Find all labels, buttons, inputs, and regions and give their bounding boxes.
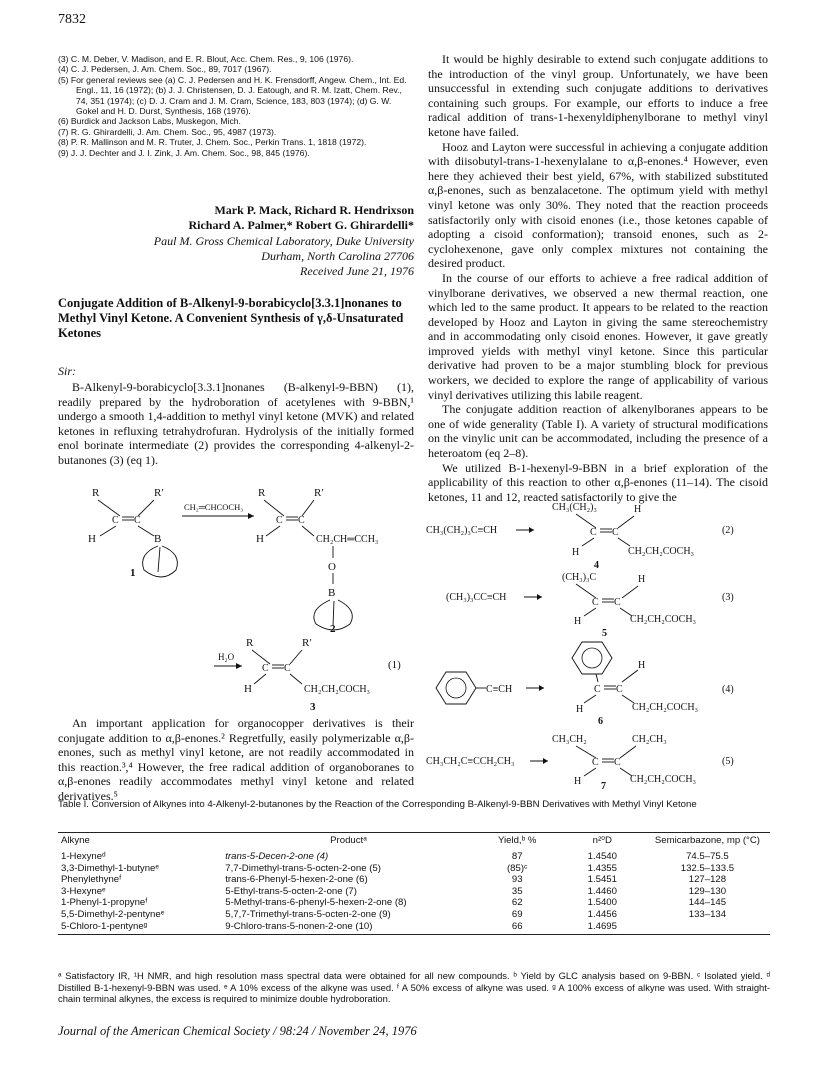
- affiliation-line: Durham, North Carolina 27706: [261, 249, 414, 263]
- table-cell: 66: [475, 921, 560, 935]
- author-line: Richard A. Palmer,* Robert G. Ghirardelli*: [188, 218, 414, 232]
- table-cell: 5,5-Dimethyl-2-pentyneᵉ: [61, 908, 165, 920]
- equation-number: (2): [722, 525, 734, 536]
- reference-item: (9) J. J. Dechter and J. I. Zink, J. Am. Chem. Soc., 98, 845 (1976).: [58, 147, 310, 158]
- table-cell: 1-Hexyneᵈ: [61, 851, 106, 862]
- scheme-atom: H: [638, 574, 646, 585]
- reference-item: (3) C. M. Deber, V. Madison, and E. R. Blout, Acc. Chem. Res., 9, 106 (1976).: [58, 54, 354, 64]
- left-paragraph-2: An important application for organocopper derivatives is their conjugate addition to α,β-enones.² Regretfully, easily polymerizable α,β-enones, such as methyl vinyl ketone, are not readily accommodated in this reaction.³,⁴ However, the free radical addition of organoboranes to α,β-enones readily accommodates methyl vinyl ketone and related derivatives.⁵: [58, 716, 414, 803]
- journal-footer: Journal of the American Chemical Society / 98:24 / November 24, 1976: [58, 1024, 417, 1038]
- table-cell: 132.5–133.5: [680, 862, 735, 874]
- substituent: CH₂CH₂COCH₃: [630, 614, 697, 625]
- scheme-atom: H: [634, 504, 642, 515]
- svg-text:C: C: [112, 515, 119, 526]
- table-row: [58, 863, 770, 875]
- table-cell: 62: [511, 897, 523, 909]
- table-caption: Table I. Conversion of Alkynes into 4-Alkenyl-2-butanones by the Reaction of the Corresponding B-Alkenyl-9-BBN Derivatives with Methyl Vinyl Ketone: [58, 799, 697, 810]
- benzene-ring: [436, 672, 476, 704]
- compound-number: 5: [602, 628, 607, 639]
- right-paragraph: Hooz and Layton were successful in achieving a conjugate addition with diisobutyl-trans-1-hexenylalane to α,β-enones.⁴ However, even here they achieved their best yield, 67%, with stabilized substituted α,β-enones, such as benzalacetone. The optimum yield with methyl vinyl ketone was only 30%. They noted that the reaction proceeds satisfactorily only with cisoid enones (i.e., those ketones capable of adopting a cisoid conformation); transoid enones, such as 2-cyclohexenone, gave only complex mixtures not containing the desired product.: [428, 139, 768, 271]
- scheme-atom: O: [328, 561, 336, 573]
- svg-text:C: C: [612, 527, 619, 538]
- affiliation-block: [150, 234, 414, 279]
- table-cell: 1.4540: [587, 851, 617, 862]
- article-title: Conjugate Addition of B-Alkenyl-9-borabicyclo[3.3.1]nonanes to Methyl Vinyl Ketone. A Convenient Synthesis of γ,δ-Unsaturated Ketones: [58, 296, 404, 340]
- table-cell: 5-Methyl-trans-6-phenyl-5-hexen-2-one (8): [225, 897, 407, 909]
- svg-text:C: C: [592, 757, 599, 768]
- table-row: [58, 886, 770, 898]
- column-header: Productᵃ: [222, 833, 474, 849]
- scheme-atom: H: [572, 547, 580, 558]
- table-cell: 127–128: [688, 874, 727, 886]
- table-cell: 1.5451: [587, 874, 617, 886]
- table-cell: 1-Phenyl-1-propyneᶠ: [61, 897, 148, 909]
- scheme-atom: R: [92, 487, 100, 499]
- scheme-chain: CH₂CH═CCH₃: [316, 534, 379, 545]
- svg-text:C: C: [594, 684, 601, 695]
- compound-number: 7: [601, 781, 606, 792]
- substituent: CH₃(CH₂)₃: [552, 502, 597, 513]
- table-row: [58, 897, 770, 909]
- table-row: [58, 874, 770, 886]
- table-cell: 1.4456: [587, 908, 617, 920]
- compound-number: 4: [594, 560, 599, 571]
- table-cell: 3,3-Dimethyl-1-butyneᵉ: [61, 862, 159, 874]
- table-cell: 9-Chloro-trans-5-nonen-2-one (10): [222, 921, 474, 935]
- scheme-atom: R′: [302, 637, 312, 649]
- author-line: Mark P. Mack, Richard R. Hendrixson: [214, 203, 414, 217]
- table-cell: 5,7,7-Trimethyl-trans-5-octen-2-one (9): [225, 908, 391, 920]
- table-cell: trans-6-Phenyl-5-hexen-2-one (6): [225, 874, 368, 886]
- svg-text:C: C: [592, 597, 599, 608]
- scheme-atom: H: [638, 660, 646, 671]
- equation-number: (3): [722, 592, 734, 603]
- svg-text:C: C: [590, 527, 597, 538]
- reaction-scheme-eq1: [58, 484, 418, 716]
- scheme-atom: H: [574, 776, 582, 787]
- compound-number: 3: [310, 701, 316, 713]
- substituent: CH₂CH₃: [632, 734, 667, 745]
- table-cell: 129–130: [688, 885, 727, 897]
- reagent-label: H₂O: [218, 652, 235, 662]
- table-cell: 93: [511, 874, 523, 886]
- left-paragraph-1: B-Alkenyl-9-borabicyclo[3.3.1]nonanes (B-alkenyl-9-BBN) (1), readily prepared by the hydroboration of acetylenes with 9-BBN,¹ undergo a smooth 1,4-addition to methyl vinyl ketone (MVK) and related ketones in refluxing tetrahydrofuran. Hydrolysis of the initially formed enol borinate intermediate (2) provides the corresponding 4-alkenyl-2-butanones (3) (eq 1).: [58, 380, 414, 467]
- reference-item: (4) C. J. Pedersen, J. Am. Chem. Soc., 89, 7017 (1967).: [58, 64, 272, 75]
- table-cell: 1.4460: [587, 885, 617, 897]
- substituent: CH₂CH₂COCH₃: [628, 546, 695, 557]
- table-cell: trans-5-Decen-2-one (4): [225, 851, 329, 862]
- reference-item: (5) For general reviews see (a) C. J. Pedersen and H. K. Frensdorff, Angew. Chem., Int. Ed. Engl., 11, 16 (1972); (b) J. J. Christensen, D. J. Eatough, and R. M. Izatt, Chem. Rev., 74, 351 (1974); (c) D. J. Cram and J. M. Cram, Science, 183, 803 (1974); (d) G. W. Gokel and H. D. Durst, Synthesis, 168 (1976).: [58, 74, 407, 117]
- substituent: CH₃CH₂: [552, 734, 587, 745]
- scheme-atom: H: [88, 533, 96, 545]
- table-row: [58, 921, 770, 935]
- reactant: (CH₃)₃CC≡CH: [446, 592, 507, 603]
- reference-item: (7) R. G. Ghirardelli, J. Am. Chem. Soc., 95, 4987 (1973).: [58, 126, 277, 137]
- data-table: [58, 832, 770, 935]
- svg-text:C: C: [262, 663, 269, 674]
- table-cell: 1.4695: [560, 921, 645, 935]
- table-row: [58, 909, 770, 921]
- substituent: CH₂CH₂COCH₃: [630, 774, 697, 785]
- column-header: Yield,ᵇ %: [475, 833, 560, 849]
- page-number: 7832: [58, 12, 86, 27]
- svg-text:C: C: [134, 515, 141, 526]
- scheme-atom: R: [246, 637, 254, 649]
- table-cell: 133–134: [688, 908, 727, 920]
- column-header: Alkyne: [58, 833, 222, 849]
- right-paragraph: The conjugate addition reaction of alkenylboranes appears to be one of wide generality (Table I). A variety of structural modifications on the vinylic unit can be accommodated, including the presence of a heteroatom (eq 2–8).: [428, 402, 768, 461]
- svg-text:C: C: [298, 515, 305, 526]
- compound-number: 1: [130, 567, 136, 579]
- right-column-text: [428, 52, 768, 504]
- table-cell: 1.5400: [587, 897, 617, 909]
- scheme-atom: R′: [154, 487, 164, 499]
- table-cell: 3-Hexyneᵉ: [61, 885, 106, 897]
- table-cell: 5-Chloro-1-pentyneᵍ: [58, 921, 222, 935]
- substituent: (CH₃)₃C: [562, 572, 597, 583]
- table-footnote: ᵃ Satisfactory IR, ¹H NMR, and high resolution mass spectral data were obtained for all new compounds. ᵇ Yield by GLC analysis based on 9-BBN. ᶜ Isolated yield. ᵈ Distilled B-1-hexenyl-9-BBN was used. ᵉ A 10% excess of the alkyne was used. ᶠ A 50% excess of alkyne was used. ᵍ A 100% excess of alkyne was used. With straight-chain terminal alkynes, the excess is required to minimize double hydroboration.: [58, 970, 770, 1005]
- salutation: Sir:: [58, 364, 76, 378]
- equation-number: (1): [388, 659, 401, 671]
- equation-number: (5): [722, 756, 734, 767]
- scheme-atom: R′: [314, 487, 324, 499]
- reaction-equations-2-5: [426, 500, 772, 790]
- scheme-atom: B: [154, 533, 162, 545]
- received-date: Received June 21, 1976: [300, 264, 414, 278]
- scheme-atom: H: [244, 683, 252, 695]
- equation-number: (4): [722, 684, 734, 695]
- table-cell: 5-Ethyl-trans-5-octen-2-one (7): [225, 885, 357, 897]
- affiliation-line: Paul M. Gross Chemical Laboratory, Duke University: [153, 234, 414, 248]
- reference-item: (6) Burdick and Jackson Labs, Muskegon, Mich.: [58, 116, 241, 127]
- right-paragraph: It would be highly desirable to extend such conjugate additions to the introduction of the vinyl group. Unfortunately, we have been unsuccessful in extending such conjugate additions to derivatives containing such groups. For example, our efforts to induce a free radical addition of trans-1-hexenyldiphenylborane to methyl vinyl ketone have failed.: [428, 52, 768, 139]
- scheme-atom: R: [258, 487, 266, 499]
- scheme-atom: H: [256, 533, 264, 545]
- table-cell: (85)ᶜ: [506, 862, 528, 874]
- svg-text:C: C: [614, 757, 621, 768]
- svg-text:C: C: [614, 597, 621, 608]
- table-cell: 7,7-Dimethyl-trans-5-octen-2-one (5): [225, 862, 381, 874]
- reagent-label: CH₂═CHCOCH₃: [184, 502, 244, 512]
- right-paragraph: In the course of our efforts to achieve a free radical addition of vinylborane derivatives, we observed a new thermal reaction, one which led to the same product. It appears to be related to the reaction developed by Hooz and Layton in giving the same stereochemistry and in accommodating only cisoid enones. However, it gave greatly improved yields with methyl vinyl ketone. Since this particular derivative had proven to be a major stumbling block for previous workers, we decided to explore the range of applicability of various vinyl derivatives utilizing this labile reagent.: [428, 270, 768, 402]
- right-paragraph: We utilized B-1-hexenyl-9-BBN in a brief exploration of the applicability of this reaction to other α,β-enones (11–14). The cisoid ketones, 11 and 12, reacted satisfactorily to give the: [428, 460, 768, 504]
- table-cell: 1.4355: [587, 862, 617, 874]
- svg-text:C: C: [284, 663, 291, 674]
- substituent: CH₂CH₂COCH₃: [632, 702, 699, 713]
- reference-item: (8) P. R. Mallinson and M. R. Truter, J. Chem. Soc., Perkin Trans. 1, 1818 (1972).: [58, 137, 367, 148]
- compound-number: 2: [330, 623, 336, 635]
- svg-text:C: C: [616, 684, 623, 695]
- table-cell: 87: [511, 851, 523, 862]
- scheme-atom: H: [574, 616, 582, 627]
- reactant: C≡CH: [486, 684, 513, 695]
- reference-list: [58, 54, 414, 158]
- table-cell: [645, 921, 770, 935]
- scheme-atom: H: [576, 704, 584, 715]
- scheme-atom: B: [328, 587, 336, 599]
- table-cell: 35: [511, 885, 523, 897]
- table-cell: 144–145: [688, 897, 727, 909]
- author-block: [180, 203, 414, 233]
- column-header: Semicarbazone, mp (°C): [645, 833, 770, 849]
- table-row: [58, 848, 770, 863]
- table-cell: 69: [511, 908, 523, 920]
- reactant: CH₃(CH₂)₃C≡CH: [426, 525, 498, 536]
- benzene-ring: [572, 642, 612, 674]
- table-cell: 74.5–75.5: [686, 851, 729, 862]
- reactant: CH₃CH₂C≡CCH₂CH₃: [426, 756, 515, 767]
- scheme-chain: CH₂CH₂COCH₃: [304, 684, 371, 695]
- compound-number: 6: [598, 716, 603, 727]
- table-cell: Phenylethyneᶠ: [61, 874, 122, 886]
- column-header: n²⁰D: [560, 833, 645, 849]
- svg-text:C: C: [276, 515, 283, 526]
